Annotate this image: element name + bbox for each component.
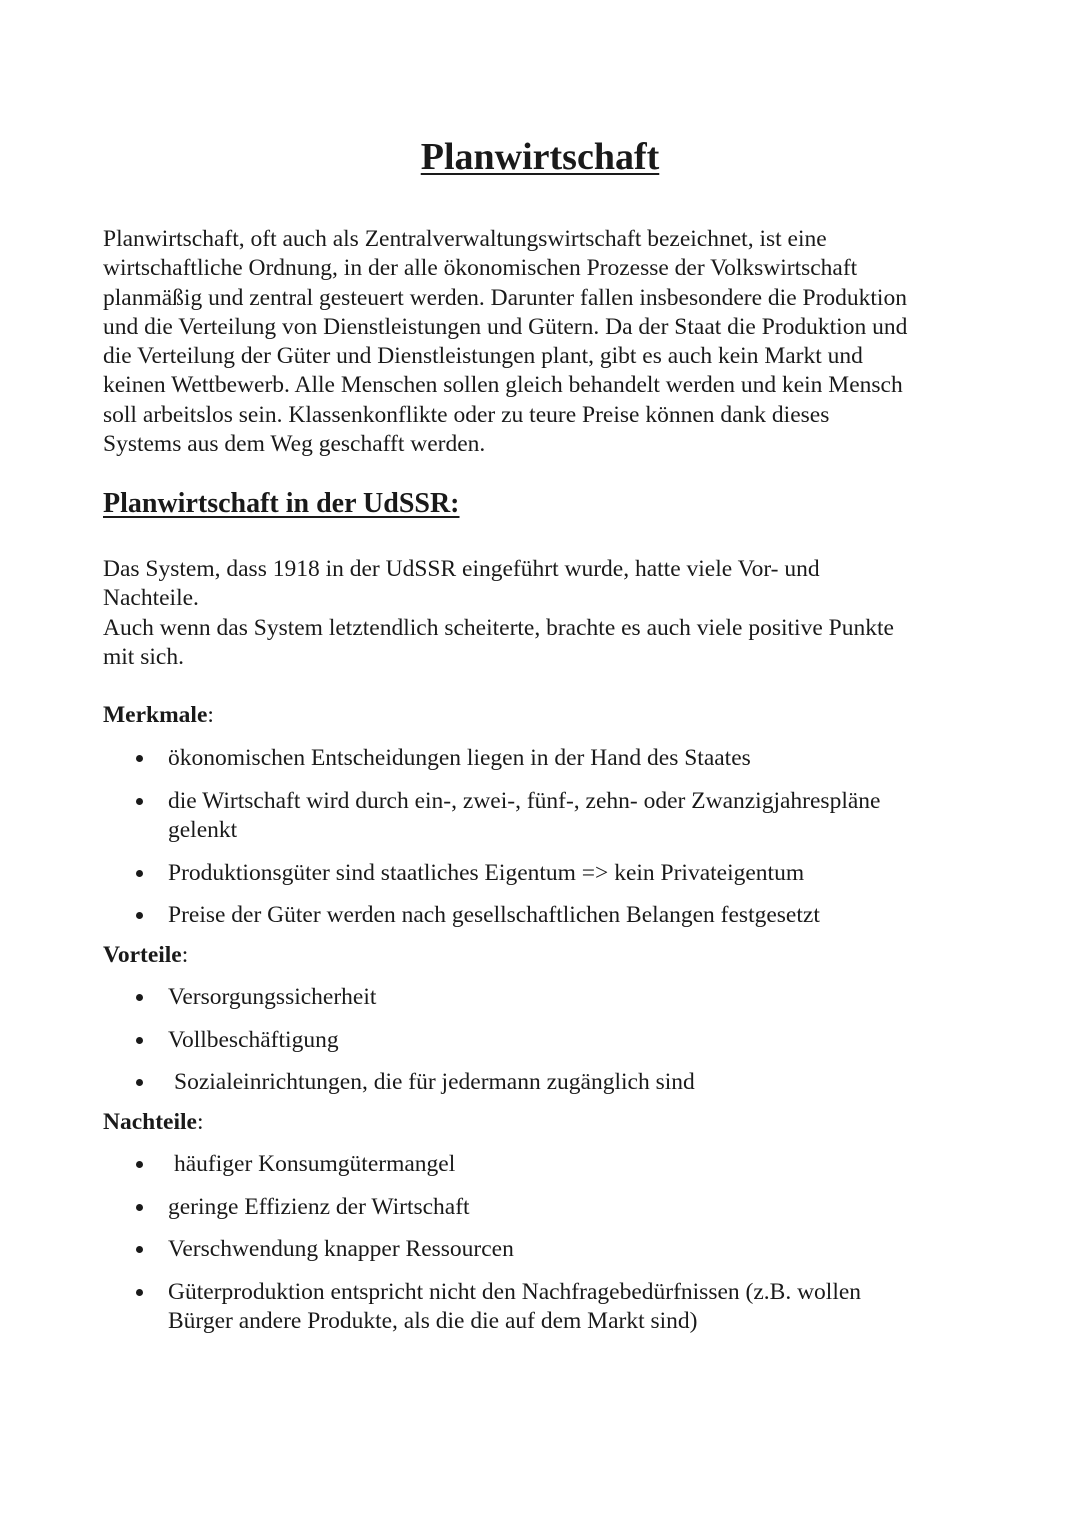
list-item-text: Verschwendung knapper Ressourcen (168, 1236, 514, 1263)
merkmale-label (103, 700, 214, 730)
list-item (0, 983, 1000, 1012)
intro-line: und die Verteilung von Dienstleistungen und Gütern. Da der Staat die Produktion und (103, 313, 908, 340)
merkmale-list (0, 744, 1000, 944)
intro-line: wirtschaftliche Ordnung, in der alle ökonomischen Prozesse der Volkswirtschaft (103, 255, 858, 282)
bullet-icon (136, 1161, 143, 1168)
vorteile-label-text: Vorteile (103, 942, 182, 968)
list-item-text: Güterproduktion entspricht nicht den Nachfragebedürfnissen (z.B. wollen (168, 1279, 862, 1306)
bullet-icon (136, 994, 143, 1001)
bullet-icon (136, 870, 143, 877)
list-item-text: die Wirtschaft wird durch ein-, zwei-, fünf-, zehn- oder Zwanzigjahrespläne (168, 787, 881, 814)
intro-paragraph (103, 225, 983, 459)
page-title: Planwirtschaft (420, 136, 660, 178)
intro-line: Systems aus dem Weg geschafft werden. (103, 431, 486, 458)
bullet-icon (136, 912, 143, 919)
udssr-paragraph (103, 555, 983, 672)
list-item-text: geringe Effizienz der Wirtschaft (168, 1193, 470, 1220)
vorteile-label (103, 940, 188, 970)
udssr-line: mit sich. (103, 643, 184, 670)
list-item (0, 901, 1000, 930)
nachteile-label-text: Nachteile (103, 1109, 197, 1135)
list-item (0, 1278, 1000, 1337)
list-item (0, 1068, 1000, 1097)
list-item-text: Bürger andere Produkte, als die die auf dem Markt sind) (168, 1308, 698, 1335)
nachteile-label (103, 1107, 204, 1137)
list-item (0, 1150, 1000, 1179)
udssr-line: Das System, dass 1918 in der UdSSR eingeführt wurde, hatte viele Vor- und (103, 556, 820, 582)
list-item-text: Versorgungssicherheit (168, 984, 377, 1010)
nachteile-list (0, 1150, 1000, 1350)
list-item (0, 859, 1000, 888)
bullet-icon (136, 755, 143, 762)
list-item-text: häufiger Konsumgütermangel (174, 1151, 456, 1177)
merkmale-label-text: Merkmale (103, 702, 208, 728)
list-item-text: ökonomischen Entscheidungen liegen in der Hand des Staates (168, 745, 751, 771)
list-item (0, 744, 1000, 773)
list-item-text: Vollbeschäftigung (168, 1026, 339, 1053)
udssr-line: Auch wenn das System letztendlich scheiterte, brachte es auch viele positive Punkte (103, 614, 894, 641)
list-item-text: Sozialeinrichtungen, die für jedermann zugänglich sind (174, 1069, 695, 1096)
bullet-icon (136, 1037, 143, 1044)
list-item (0, 1235, 1000, 1264)
bullet-icon (136, 1079, 143, 1086)
bullet-icon (136, 1289, 143, 1296)
list-item-text: Produktionsgüter sind staatliches Eigentum => kein Privateigentum (168, 859, 805, 886)
list-item-text: Preise der Güter werden nach gesellschaftlichen Belangen festgesetzt (168, 902, 820, 929)
merkmale-colon: : (207, 702, 214, 728)
list-item (0, 1026, 1000, 1055)
list-item-text: gelenkt (168, 816, 238, 843)
bullet-icon (136, 1246, 143, 1253)
intro-line: planmäßig und zentral gesteuert werden. Darunter fallen insbesondere die Produktion (103, 284, 907, 311)
nachteile-colon: : (196, 1109, 204, 1135)
list-item (0, 1193, 1000, 1222)
bullet-icon (136, 798, 143, 805)
vorteile-colon: : (181, 942, 189, 968)
list-item (0, 787, 1000, 846)
intro-line: keinen Wettbewerb. Alle Menschen sollen gleich behandelt werden und kein Mensch (103, 372, 903, 399)
vorteile-list (0, 983, 1000, 1111)
bullet-icon (136, 1204, 143, 1211)
intro-line: die Verteilung der Güter und Dienstleistungen plant, gibt es auch kein Markt und (103, 343, 863, 370)
section-heading-udssr: Planwirtschaft in der UdSSR: (103, 488, 460, 519)
intro-line: Planwirtschaft, oft auch als Zentralverwaltungswirtschaft bezeichnet, ist eine (103, 226, 827, 252)
udssr-line: Nachteile. (103, 585, 199, 612)
intro-line: soll arbeitslos sein. Klassenkonflikte oder zu teure Preise können dank dieses (103, 401, 830, 428)
